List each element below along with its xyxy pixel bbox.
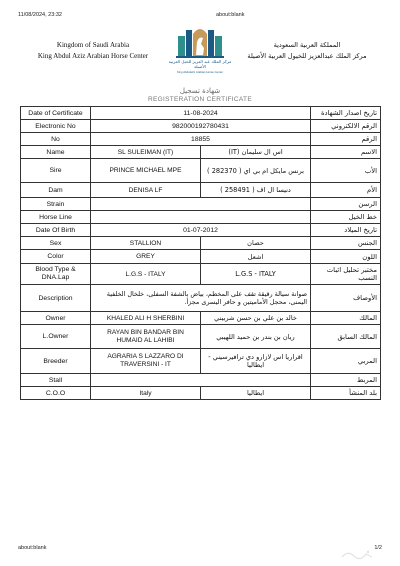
row-sire <box>21 159 381 183</box>
label-ar: خط الخيل <box>311 211 381 224</box>
value-ar: ايطاليا <box>201 387 311 400</box>
org-en-line2: King Abdul Aziz Arabian Horse Center <box>37 52 149 60</box>
value <box>91 211 311 224</box>
value-ar: اقراريا اس لازارو دي ترافيرسيني - ايطاليا <box>201 349 311 374</box>
label-en: Electronic No <box>21 120 91 133</box>
value-en: KHALED ALI H SHERBINI <box>91 312 201 325</box>
value: 18855 <box>91 133 311 146</box>
row-strain <box>21 198 381 211</box>
row-last-owner <box>21 325 381 349</box>
footer-source: about:blank <box>18 545 47 551</box>
label-ar: المربط <box>311 374 381 387</box>
label-en: Strain <box>21 198 91 211</box>
label-ar: الرقم <box>311 133 381 146</box>
label-ar: بلد المنشأ <box>311 387 381 400</box>
label-en: Sex <box>21 237 91 250</box>
label-ar: الجنس <box>311 237 381 250</box>
label-ar: تاريخ اصدار الشهادة <box>311 107 381 120</box>
value-ar: ريان بن بندر بن حميد اللهيبي <box>201 325 311 349</box>
row-horse-line <box>21 211 381 224</box>
certificate-title-ar: شهادة تسجيل <box>179 87 221 95</box>
print-source: about:blank <box>216 12 245 18</box>
row-stall <box>21 374 381 387</box>
label-ar: الرقم الالكتروني <box>311 120 381 133</box>
logo-text-ar: مركز الملك عبد العزيز للخيل العربية الأصيلة <box>168 59 232 69</box>
value-en: SL SULEIMAN (IT) <box>91 146 201 159</box>
org-en-line1: Kingdom of Saudi Arabia <box>56 41 130 49</box>
label-ar: الاسم <box>311 146 381 159</box>
row-sex <box>21 237 381 250</box>
label-en: Blood Type & DNA.Lap <box>21 264 91 285</box>
row-coo <box>21 387 381 400</box>
value <box>91 198 311 211</box>
row-owner <box>21 312 381 325</box>
label-ar: الأم <box>311 183 381 198</box>
value-ar: برنس مايكل ام بي اي ( 282370 ) <box>201 159 311 183</box>
row-color <box>21 250 381 264</box>
row-blood-type <box>21 264 381 285</box>
value-en: STALLION <box>91 237 201 250</box>
footer-page-number: 1/2 <box>374 545 382 551</box>
value-ar: دنيسا ال اف ( 258491 ) <box>201 183 311 198</box>
value-ar: L.G.S - ITALY <box>201 264 311 285</box>
value-ar: اشعل <box>201 250 311 264</box>
value-en: RAYAN BIN BANDAR BIN HUMAID AL LAHIBI <box>91 325 201 349</box>
value <box>91 374 311 387</box>
org-name-ar <box>232 40 382 62</box>
value: 982000192780431 <box>91 120 311 133</box>
label-en: C.O.O <box>21 387 91 400</box>
label-en: Date Of Birth <box>21 224 91 237</box>
row-breeder <box>21 349 381 374</box>
label-en: Stall <box>21 374 91 387</box>
row-date-of-certificate <box>21 107 381 120</box>
org-name-en <box>18 40 168 62</box>
value-ar: خالد بن علي بن حسن شربيني <box>201 312 311 325</box>
label-ar: اللون <box>311 250 381 264</box>
label-ar: تاريخ الميلاد <box>311 224 381 237</box>
certificate-title-en: REGISTERATION CERTIFICATE <box>148 96 252 103</box>
value-en: DENISA LF <box>91 183 201 198</box>
print-datetime: 11/08/2024, 23:32 <box>18 12 62 18</box>
label-en: L.Owner <box>21 325 91 349</box>
label-ar: المربي <box>311 349 381 374</box>
org-ar-line1: المملكة العربية السعودية <box>273 41 341 49</box>
org-ar-line2: مركز الملك عبدالعزيز للخيول العربية الأصيلة <box>247 52 367 60</box>
label-en: Sire <box>21 159 91 183</box>
value-en: GREY <box>91 250 201 264</box>
row-description <box>21 285 381 312</box>
label-ar: المالك <box>311 312 381 325</box>
value-en: AGRARIA S LAZZARO DI TRAVERSINI - IT <box>91 349 201 374</box>
logo-text-en: King Abdulaziz Arabian Horse Center <box>176 70 224 74</box>
value-ar: اس ال سليمان (IT) <box>201 146 311 159</box>
row-electronic-no <box>21 120 381 133</box>
row-no <box>21 133 381 146</box>
label-en: Owner <box>21 312 91 325</box>
label-en: Horse Line <box>21 211 91 224</box>
label-ar: الأوصاف <box>311 285 381 312</box>
certificate-table <box>20 106 381 400</box>
label-en: Dam <box>21 183 91 198</box>
row-dam <box>21 183 381 198</box>
watermark-logo-icon <box>340 548 374 560</box>
label-en: Description <box>21 285 91 312</box>
row-name <box>21 146 381 159</box>
label-ar: الرسن <box>311 198 381 211</box>
value-en: PRINCE MICHAEL MPE <box>91 159 201 183</box>
label-en: Color <box>21 250 91 264</box>
label-en: No <box>21 133 91 146</box>
label-en: Date of Certificate <box>21 107 91 120</box>
label-ar: المالك السابق <box>311 325 381 349</box>
label-en: Breeder <box>21 349 91 374</box>
label-en: Name <box>21 146 91 159</box>
value-en: L.G.S - ITALY <box>91 264 201 285</box>
value-ar: حصان <box>201 237 311 250</box>
value: 11-08-2024 <box>91 107 311 120</box>
value: صوانة سيالة رقيقة تقف على المخطم، بياض بالشفة السفلى، خلخال الخلفية اليمنى، محجل الأماميتين و حافر اليسرى مجزأ. <box>91 285 311 312</box>
label-ar: مختبر تحليل اثبات النسب <box>311 264 381 285</box>
row-date-of-birth <box>21 224 381 237</box>
value-en: Italy <box>91 387 201 400</box>
value: 01-07-2012 <box>91 224 311 237</box>
label-ar: الأب <box>311 159 381 183</box>
